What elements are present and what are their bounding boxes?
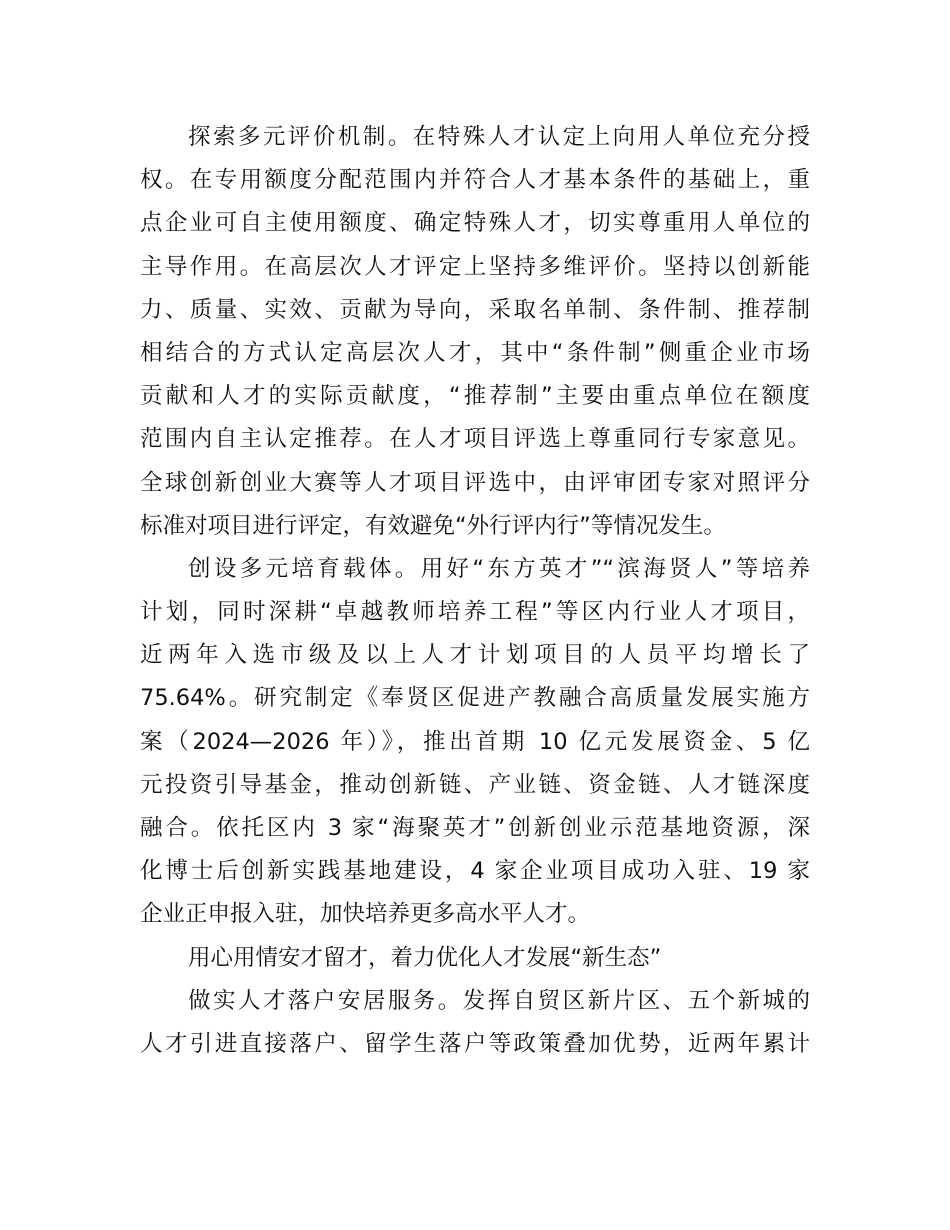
text-line: 化博士后创新实践基地建设，4 家企业项目成功入驻、19 家 [140, 858, 810, 885]
paragraph-evaluation-mechanism [140, 116, 810, 548]
text-line: 点企业可自主使用额度、确定特殊人才，切实尊重用人单位的 [140, 210, 810, 237]
text-line: 力、质量、实效、贡献为导向，采取名单制、条件制、推荐制 [140, 296, 810, 323]
text-line: 主导作用。在高层次人才评定上坚持多维评价。坚持以创新能 [140, 253, 810, 280]
text-line: 相结合的方式认定高层次人才，其中“条件制”侧重企业市场 [140, 339, 810, 366]
text-line: 权。在专用额度分配范围内并符合人才基本条件的基础上，重 [140, 167, 810, 194]
text-line: 融合。依托区内 3 家“海聚英才”创新创业示范基地资源，深 [140, 815, 810, 841]
text-line: 探索多元评价机制。在特殊人才认定上向用人单位充分授 [188, 124, 810, 150]
paragraph-settlement-services [140, 980, 810, 1066]
section-heading [140, 937, 810, 980]
text-line: 全球创新创业大赛等人才项目评选中，由评审团专家对照评分 [140, 469, 810, 496]
document-body [140, 116, 810, 1066]
text-line: 贡献和人才的实际贡献度，“推荐制”主要由重点单位在额度 [140, 383, 810, 410]
section-heading-text: 用心用情安才留才，着力优化人才发展“新生态” [188, 944, 662, 971]
text-line: 案（2024—2026 年）》，推出首期 10 亿元发展资金、5 亿 [140, 728, 810, 755]
text-line: 元投资引导基金，推动创新链、产业链、资金链、人才链深度 [140, 771, 810, 798]
text-line: 标准对项目进行评定，有效避免“外行评内行”等情况发生。 [140, 512, 726, 539]
text-line: 范围内自主认定推荐。在人才项目评选上尊重同行专家意见。 [140, 426, 810, 453]
text-line: 企业正申报入驻，加快培养更多高水平人才。 [140, 901, 591, 928]
paragraph-cultivation-carriers [140, 548, 810, 937]
text-line: 75.64%。研究制定《奉贤区促进产教融合高质量发展实施方 [140, 685, 810, 712]
text-line: 近两年入选市级及以上人才计划项目的人员平均增长了 [140, 642, 810, 669]
text-line: 做实人才落户安居服务。发挥自贸区新片区、五个新城的 [188, 987, 810, 1014]
text-line: 人才引进直接落户、留学生落户等政策叠加优势，近两年累计 [140, 1030, 810, 1057]
text-line: 计划，同时深耕“卓越教师培养工程”等区内行业人才项目， [140, 599, 810, 626]
text-line: 创设多元培育载体。用好“东方英才”“滨海贤人”等培养 [188, 555, 810, 582]
